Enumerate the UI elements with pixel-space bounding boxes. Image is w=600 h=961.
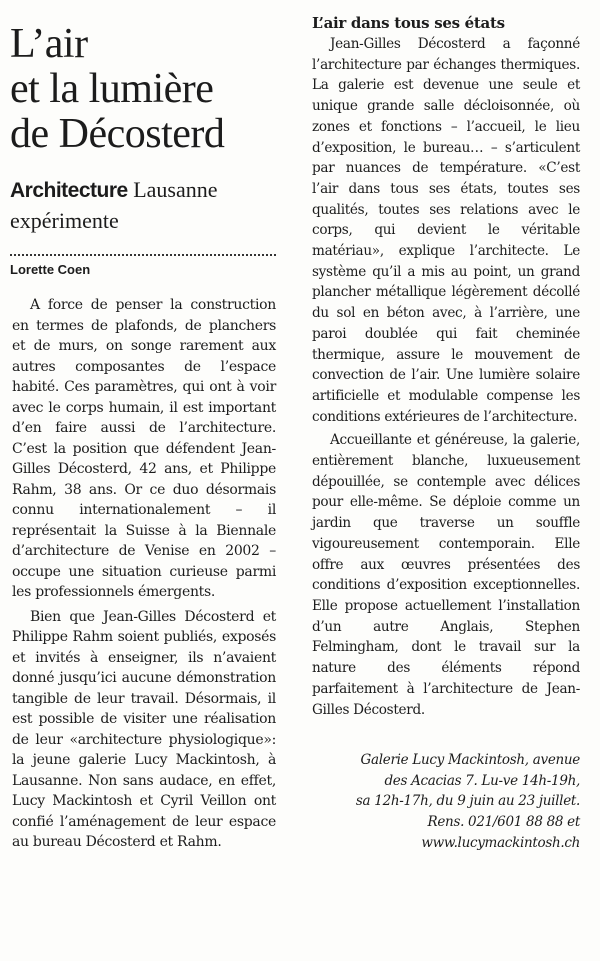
dotted-divider <box>10 254 276 256</box>
headline-line: de Décosterd <box>10 111 225 157</box>
left-column <box>10 22 276 853</box>
article-paragraph: Accueillante et généreuse, la galerie, entièrement blanche, luxueusement dépouillée, se contemple avec délices pour elle-même. Se déploie comme un jardin que traverse un souffle vigoureusement contemporain. Elle offre aux œuvres présentées des conditions d’exposition exceptionnelles. Elle propose actuellement l’installation d’un autre Anglais, Stephen Felmingham, dont le travail sur la nature des éléments répond parfaitement à l’architecture de Jean-Gilles Décosterd. <box>312 432 580 718</box>
right-article-body <box>312 34 580 720</box>
rubric-subtitle: Lausanne expérimente <box>10 177 218 233</box>
info-line: Rens. 021/601 88 88 et <box>427 813 580 830</box>
rubric <box>10 175 276 236</box>
article-paragraph: Jean-Gilles Décosterd a façonné l’architecture par échanges thermiques. La galerie est devenue une seule et unique grande salle décloisonnée, où zones et fonctions – l’accueil, le lieu d’exposition, le bureau… – s’articulent par nuances de température. «C’est l’air dans tous ses états, toutes ses qualités, toutes ses relations avec le corps, qui devient le véritable matériau», explique l’architecte. Le système qu’il a mis au point, un grand plancher métallique légèrement décollé du sol en béton avec, à l’arrière, une paroi doublée qui fait cheminée thermique, assure le mouvement de convection de l’air. Une lumière solaire artificielle et modulable compense les conditions extérieures de l’architecture. <box>312 36 580 425</box>
left-article-body <box>10 295 276 853</box>
author-byline: Lorette Coen <box>10 262 91 277</box>
right-column <box>312 14 580 853</box>
article-paragraph: A force de penser la construction en termes de plafonds, de planchers et de murs, on songe rarement aux autres composantes de l’espace habité. Ces paramètres, qui ont à voir avec le corps humain, il est important d’en faire aussi de l’architecture. C’est la position que défendent Jean-Gilles Décosterd, 42 ans, et Philippe Rahm, 38 ans. Or ce duo désormais connu internationalement – il représentait la Suisse à la Biennale d’architecture de Venise en 2002 – occupe une situation curieuse parmi les professionnels émergents. <box>12 297 276 600</box>
rubric-kicker: Architecture <box>10 179 128 202</box>
info-line: des Acacias 7. Lu-ve 14h-19h, <box>384 772 580 789</box>
headline <box>10 22 276 157</box>
headline-line: et la lumière <box>10 66 214 112</box>
section-title: L’air dans tous ses états <box>312 14 505 32</box>
article-paragraph: Bien que Jean-Gilles Décosterd et Philippe Rahm soient publiés, exposés et invités à enseigner, ils n’avaient donné jusqu’ici aucune démonstration tangible de leur travail. Désormais, il est possible de visiter une réalisation de leur «architecture physiologique»: la jeune galerie Lucy Mackintosh, à Lausanne. Non sans audace, en effet, Lucy Mackintosh et Cyril Veillon ont confié l’aménagement de leur espace au bureau Décosterd et Rahm. <box>12 608 276 850</box>
info-line: Galerie Lucy Mackintosh, avenue <box>360 752 580 769</box>
gallery-info-box <box>312 750 580 853</box>
info-line-website: www.lucymackintosh.ch <box>421 834 580 851</box>
info-line: sa 12h-17h, du 9 juin au 23 juillet. <box>355 793 580 810</box>
headline-line: L’air <box>10 21 88 67</box>
